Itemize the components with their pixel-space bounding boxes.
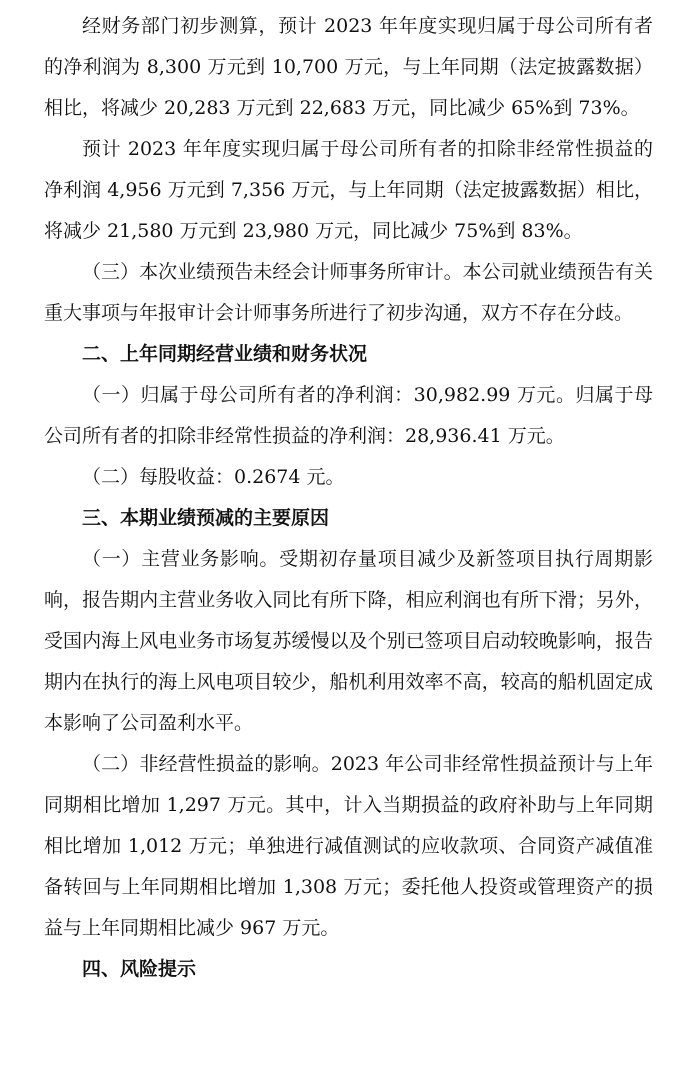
- paragraph-net-profit-forecast: 经财务部门初步测算，预计 2023 年年度实现归属于母公司所有者的净利润为 8,300 万元到 10,700 万元，与上年同期（法定披露数据）相比，将减少 20,283 万元到 22,683 万元，同比减少 65%到 73%。: [44, 15, 653, 119]
- paragraph-eps: （二）每股收益：0.2674 元。: [82, 466, 345, 488]
- section-heading-main-reasons: 三、本期业绩预减的主要原因: [82, 507, 330, 529]
- paragraph-deducted-net-profit-forecast: 预计 2023 年年度实现归属于母公司所有者的扣除非经常性损益的净利润 4,956 万元到 7,356 万元，与上年同期（法定披露数据）相比，将减少 21,580 万元到 23,980 万元，同比减少 75%到 83%。: [44, 138, 653, 242]
- paragraph-main-business-impact: （一）主营业务影响。受期初存量项目减少及新签项目执行周期影响，报告期内主营业务收入同比有所下降，相应利润也有所下滑；另外，受国内海上风电业务市场复苏缓慢以及个别已签项目启动较晚影响，报告期内在执行的海上风电项目较少，船机利用效率不高，较高的船机固定成本影响了公司盈利水平。: [44, 548, 653, 734]
- paragraph-non-operating-impact: （二）非经营性损益的影响。2023 年公司非经常性损益预计与上年同期相比增加 1,297 万元。其中，计入当期损益的政府补助与上年同期相比增加 1,012 万元；单独进行减值测试的应收款项、合同资产减值准备转回与上年同期相比增加 1,308 万元；委托他人投资或管理资产的损益与上年同期相比减少 967 万元。: [44, 753, 653, 939]
- paragraph-audit-statement: （三）本次业绩预告未经会计师事务所审计。本公司就业绩预告有关重大事项与年报审计会计师事务所进行了初步沟通，双方不存在分歧。: [44, 261, 653, 324]
- section-heading-prior-year-results: 二、上年同期经营业绩和财务状况: [82, 343, 368, 365]
- paragraph-prior-year-net-profit: （一）归属于母公司所有者的净利润：30,982.99 万元。归属于母公司所有者的扣除非经常性损益的净利润：28,936.41 万元。: [44, 384, 653, 447]
- section-heading-risk-warning: 四、风险提示: [82, 958, 197, 980]
